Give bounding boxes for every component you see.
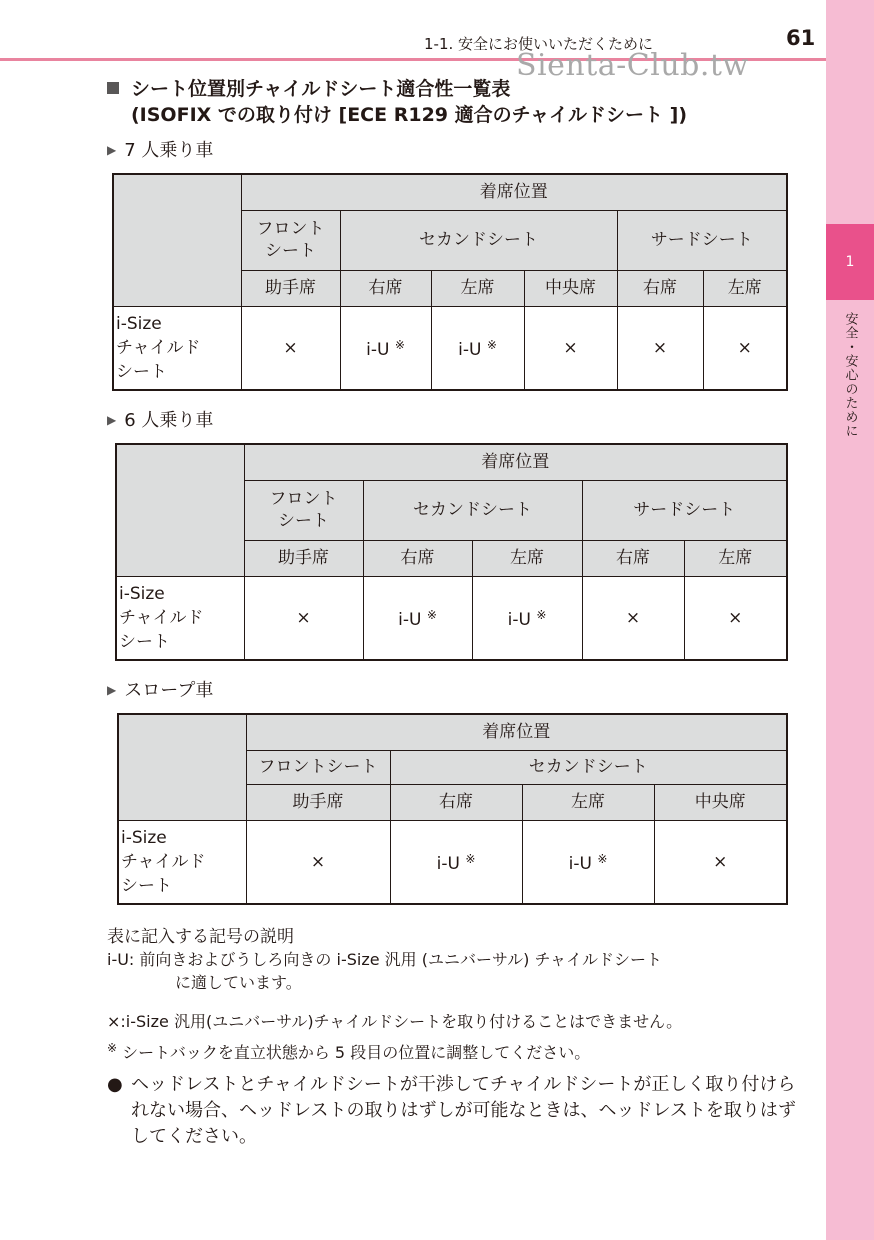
variant-label: スロープ車: [124, 680, 214, 701]
table-corner: [113, 174, 241, 306]
caution-text: ヘッドレストとチャイルドシートが干渉してチャイルドシートが正しく取り付けられない場合、ヘッドレストの取りはずしが可能なときは、ヘッドレストを取りはずしてください。: [131, 1074, 796, 1147]
table-heading: [107, 76, 687, 128]
passenger-seat-header: 助手席: [241, 270, 340, 306]
note-mark: ※: [107, 1041, 118, 1055]
cell-value: ×: [241, 306, 340, 390]
circle-bullet-icon: ●: [107, 1074, 123, 1095]
front-seat-header: フロント シート: [241, 210, 340, 270]
row-label-isize: i-Size チャイルド シート: [113, 306, 241, 390]
compat-table-7-seat: [112, 173, 788, 391]
legend-x: ×:i-Size 汎用(ユニバーサル)チャイルドシートを取り付けることはできません。: [107, 1012, 683, 1031]
variant-label: 7 人乗り車: [124, 140, 214, 161]
caution-item: [107, 1072, 797, 1150]
chapter-title: 安全・安心のために: [842, 312, 858, 438]
chapter-sidebar: [826, 0, 874, 1240]
third-left-header: 左席: [703, 270, 787, 306]
second-left-header: 左席: [522, 784, 654, 820]
compat-table-slope: [117, 713, 788, 905]
passenger-seat-header: 助手席: [244, 540, 363, 576]
cell-value: ×: [582, 576, 684, 660]
compat-table-6-seat: [115, 443, 788, 661]
third-right-header: 右席: [617, 270, 703, 306]
cell-value: i-U ※: [390, 820, 522, 904]
legend-iu: [107, 948, 662, 994]
cell-value: ×: [524, 306, 617, 390]
heading-line1: シート位置別チャイルドシート適合性一覧表: [131, 78, 511, 100]
second-left-header: 左席: [472, 540, 582, 576]
seating-position-header: 着席位置: [246, 714, 787, 750]
cell-value: ×: [246, 820, 390, 904]
triangle-bullet-icon: ▶: [107, 413, 117, 427]
third-left-header: 左席: [684, 540, 787, 576]
legend-title: 表に記入する記号の説明: [107, 927, 294, 947]
cell-value: i-U ※: [431, 306, 524, 390]
second-seat-header: セカンドシート: [363, 480, 582, 540]
cell-value: i-U ※: [363, 576, 472, 660]
second-right-header: 右席: [363, 540, 472, 576]
variant-slope-heading: [107, 676, 213, 702]
third-seat-header: サードシート: [617, 210, 787, 270]
cell-value: i-U ※: [340, 306, 431, 390]
variant-label: 6 人乗り車: [124, 410, 214, 431]
cell-value: i-U ※: [522, 820, 654, 904]
page-number: 61: [786, 26, 816, 50]
triangle-bullet-icon: ▶: [107, 143, 117, 157]
section-title: 1-1. 安全にお使いいただくために: [424, 35, 654, 53]
cell-value: ×: [617, 306, 703, 390]
second-right-header: 右席: [340, 270, 431, 306]
cell-value: i-U ※: [472, 576, 582, 660]
variant-7-seat-heading: [107, 136, 213, 162]
watermark: Sienta-Club.tw: [516, 48, 749, 83]
cell-value: ×: [654, 820, 787, 904]
legend-note-text: シートバックを直立状態から 5 段目の位置に調整してください。: [122, 1043, 591, 1062]
heading-line2: (ISOFIX での取り付け [ECE R129 適合のチャイルドシート ]): [131, 104, 688, 126]
third-seat-header: サードシート: [582, 480, 787, 540]
front-seat-header: フロントシート: [246, 750, 390, 784]
row-label-isize: i-Size チャイルド シート: [118, 820, 246, 904]
legend-note: [107, 1040, 590, 1063]
seating-position-header: 着席位置: [244, 444, 787, 480]
row-label-isize: i-Size チャイルド シート: [116, 576, 244, 660]
cell-value: ×: [703, 306, 787, 390]
seating-position-header: 着席位置: [241, 174, 787, 210]
square-bullet-icon: [107, 82, 119, 94]
second-left-header: 左席: [431, 270, 524, 306]
second-center-header: 中央席: [524, 270, 617, 306]
legend-iu-line1: i-U: 前向きおよびうしろ向きの i-Size 汎用 (ユニバーサル) チャイルドシート: [107, 950, 663, 969]
passenger-seat-header: 助手席: [246, 784, 390, 820]
front-seat-header: フロント シート: [244, 480, 363, 540]
second-right-header: 右席: [390, 784, 522, 820]
third-right-header: 右席: [582, 540, 684, 576]
cell-value: ×: [244, 576, 363, 660]
cell-value: ×: [684, 576, 787, 660]
table-corner: [116, 444, 244, 576]
legend-iu-line2: に適しています。: [175, 973, 302, 992]
chapter-number-tab[interactable]: 1: [826, 224, 874, 300]
variant-6-seat-heading: [107, 406, 213, 432]
second-seat-header: セカンドシート: [340, 210, 617, 270]
second-seat-header: セカンドシート: [390, 750, 787, 784]
second-center-header: 中央席: [654, 784, 787, 820]
triangle-bullet-icon: ▶: [107, 683, 117, 697]
table-corner: [118, 714, 246, 820]
